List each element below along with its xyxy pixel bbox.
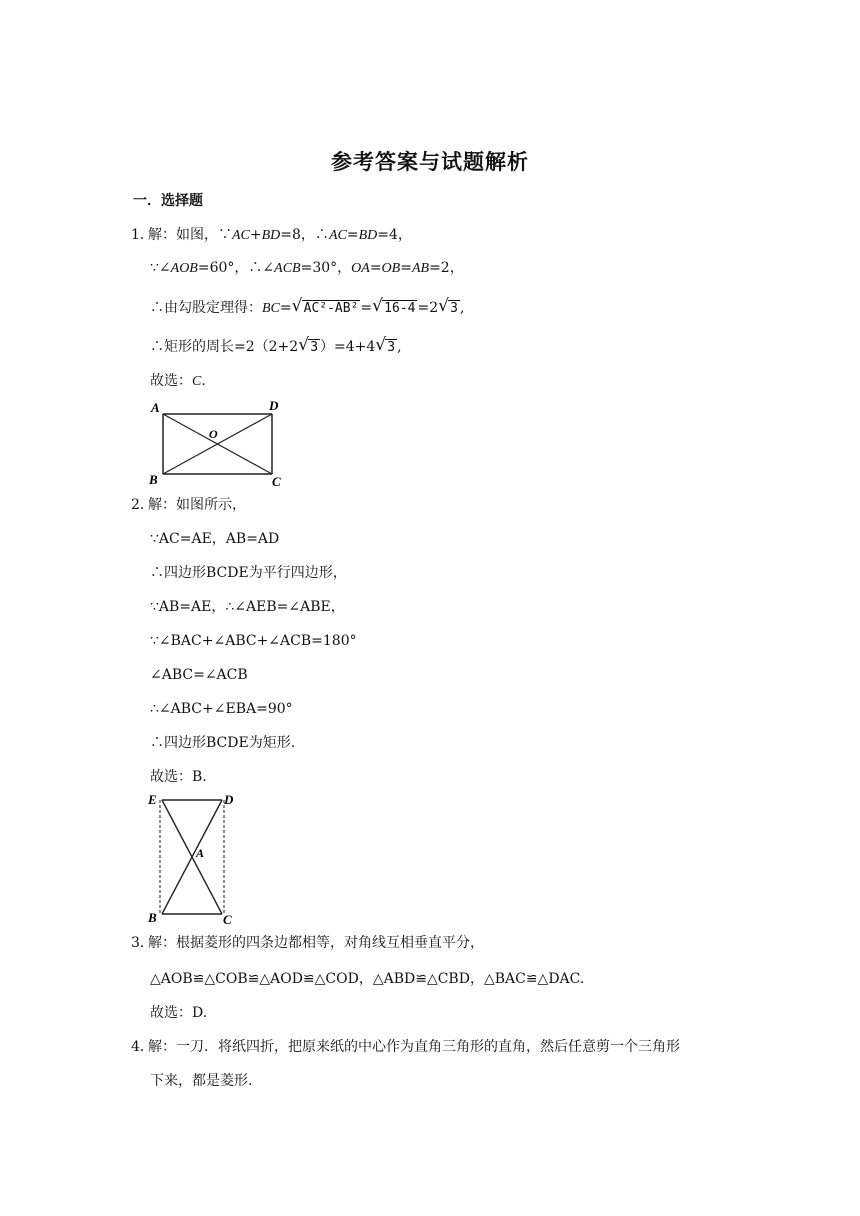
q2-line-6: ∴∠ABC+∠EBA=90° (150, 701, 293, 717)
q1-line-2: ∵∠AOB=60°，∴∠ACB=30°，OA=OB=AB=2， (150, 260, 464, 276)
q4-line-1: 下来，都是菱形. (150, 1073, 253, 1089)
q2-answer: 故选：B. (150, 769, 207, 785)
label-A: A (151, 400, 160, 415)
page-title: 参考答案与试题解析 (331, 150, 529, 174)
q2-line-2: ∴四边形BCDE为平行四边形， (150, 565, 347, 581)
label-A: A (196, 846, 205, 860)
question-3-number: 3． (131, 935, 154, 951)
q1-line-1: 解：如图，∵AC+BD=8，∴AC=BD=4， (148, 227, 412, 243)
label-D: D (269, 398, 279, 413)
label-C: C (223, 912, 232, 927)
label-O: O (209, 427, 218, 441)
label-B: B (149, 472, 158, 487)
q1-line-4: ∴矩形的周长=2（2+2 √ 3 ）=4+4 √ 3 , (150, 335, 402, 355)
sqrt-expression-5: √ 3 (375, 335, 396, 355)
sqrt-expression-3: √ 3 (438, 296, 458, 316)
q3-line-1: △AOB≌△COB≌△AOD≌△COD，△ABD≌△CBD，△BAC≌△DAC. (150, 971, 585, 987)
section-heading: 一．选择题 (133, 193, 203, 209)
q2-line-3: ∵AB=AE，∴∠AEB=∠ABE， (150, 599, 345, 615)
q4-line-0: 解：一刀．将纸四折，把原来纸的中心作为直角三角形的直角，然后任意剪一个三角形 (148, 1039, 680, 1055)
sqrt-expression-4: √ 3 (298, 335, 319, 355)
q3-answer: 故选：D. (150, 1005, 208, 1021)
sqrt-expression-1: √ AC²-AB² (291, 296, 359, 316)
q3-line-0: 解：根据菱形的四条边都相等，对角线互相垂直平分， (148, 935, 484, 951)
rectangle-diagram-q1 (145, 396, 290, 488)
q2-line-7: ∴四边形BCDE为矩形. (150, 735, 296, 751)
question-1-number: 1． (131, 227, 154, 243)
q2-line-5: ∠ABC=∠ACB (150, 667, 248, 683)
q1-answer: 故选：C. (150, 373, 206, 389)
q1-line-3: ∴由勾股定理得：BC= √ AC²-AB² = √ 16-4 =2 √ 3 , (150, 296, 465, 316)
label-D: D (224, 792, 234, 807)
q2-line-4: ∵∠BAC+∠ABC+∠ACB=180° (150, 633, 357, 649)
label-B: B (148, 910, 157, 925)
q2-line-0: 解：如图所示， (148, 497, 246, 513)
q2-line-1: ∵AC=AE，AB=AD (150, 531, 280, 547)
label-E: E (148, 792, 157, 807)
label-C: C (272, 474, 281, 488)
rectangle-diagram-q2 (144, 788, 244, 928)
question-4-number: 4． (131, 1039, 154, 1055)
sqrt-expression-2: √ 16-4 (372, 296, 416, 316)
question-2-number: 2． (131, 497, 154, 513)
